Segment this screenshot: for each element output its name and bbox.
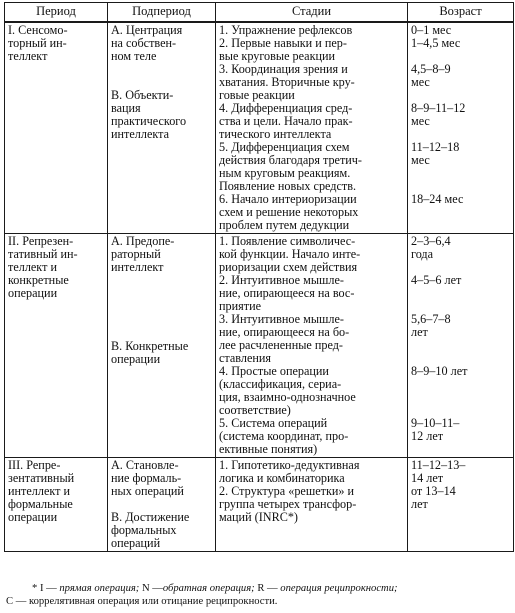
subperiod-line: В. Достижение <box>111 510 190 524</box>
stage-line: кой функции. Начало инте- <box>219 247 361 261</box>
stage-line: хватания. Вторичные кру- <box>219 75 355 89</box>
period-line: III. Репре- <box>8 458 61 472</box>
stages-cell <box>216 234 408 458</box>
subperiod-line: операций <box>111 536 161 550</box>
spacer <box>111 310 212 340</box>
subperiod-a <box>111 235 212 274</box>
subperiod-line: на собствен- <box>111 36 177 50</box>
period-line: конкретные <box>8 273 69 287</box>
age-line: 5,6–7–8 <box>411 312 451 326</box>
stage-line: 3. Координация зрения и <box>219 62 348 76</box>
stage-line: 1. Появление символичес- <box>219 234 356 248</box>
subperiod-line: интеллекта <box>111 127 169 141</box>
age-line: 4–5–6 лет <box>411 273 462 287</box>
header-row <box>5 3 514 23</box>
subperiod-line: интеллект <box>111 260 164 274</box>
age-line: года <box>411 247 434 261</box>
footnote-text: R — <box>257 583 281 594</box>
subperiod-line: операции <box>111 352 161 366</box>
age-line: 2–3–6,4 <box>411 234 451 248</box>
age-line: мес <box>411 75 430 89</box>
stage-line: 2. Первые навыки и пер- <box>219 36 347 50</box>
age-line: 4,5–8–9 <box>411 62 451 76</box>
header-period: Период <box>5 3 108 23</box>
period-cell <box>5 234 108 458</box>
stages-cell <box>216 458 408 552</box>
age-line: лет <box>411 325 428 339</box>
period-cell <box>5 22 108 234</box>
period-cell <box>5 458 108 552</box>
age-cell <box>408 22 514 234</box>
age-line: мес <box>411 153 430 167</box>
subperiod-cell <box>108 234 216 458</box>
spacer <box>411 391 510 404</box>
period-line: операции <box>8 286 58 300</box>
stage-line: говые реакции <box>219 88 295 102</box>
stage-line: (система координат, про- <box>219 429 349 443</box>
stage-line: маций (INRC*) <box>219 510 298 524</box>
header-subperiod: Подпериод <box>108 3 216 23</box>
subperiod-cell <box>108 22 216 234</box>
header-stages: Стадии <box>216 3 408 23</box>
stage-line: ективные понятия) <box>219 442 318 456</box>
period-line: теллект <box>8 49 48 63</box>
stage-line: ным круговым реакциям. <box>219 166 351 180</box>
subperiod-line: В. Конкретные <box>111 339 189 353</box>
age-line: 18–24 мес <box>411 192 464 206</box>
period-line: тативный ин- <box>8 247 78 261</box>
stage-line: 2. Структура «решетки» и <box>219 484 355 498</box>
age-line: от 13–14 <box>411 484 456 498</box>
stage-line: 1. Упражнение рефлексов <box>219 23 353 37</box>
subperiod-line: ние формаль- <box>111 471 182 485</box>
stage-line: схем и решение некоторых <box>219 205 359 219</box>
stage-line: (классификация, сериа- <box>219 377 342 391</box>
footnote-text: N — <box>141 583 163 594</box>
stage-line: логика и комбинаторика <box>219 471 345 485</box>
stages-table <box>4 2 514 552</box>
stage-line: 5. Дифференциация схем <box>219 140 350 154</box>
age-line: 8–9–10 лет <box>411 364 468 378</box>
subperiod-line: практического <box>111 114 187 128</box>
subperiod-line: вация <box>111 101 141 115</box>
subperiod-b <box>111 340 212 366</box>
stage-line: вые круговые реакции <box>219 49 336 63</box>
age-cell <box>408 234 514 458</box>
stages-cell <box>216 22 408 234</box>
footnote-line-1 <box>6 582 511 595</box>
spacer <box>411 167 510 180</box>
stage-line: ства и цели. Начало прак- <box>219 114 353 128</box>
footnote-text: * I — <box>32 583 60 594</box>
stage-line: ция, взаимно-однозначное <box>219 390 356 404</box>
period-line: интеллект и <box>8 484 71 498</box>
age-line: 8–9–11–12 <box>411 101 466 115</box>
stage-line: ставления <box>219 351 272 365</box>
stage-line: тического интеллекта <box>219 127 332 141</box>
age-line: 11–12–18 <box>411 140 460 154</box>
stage-line: 2. Интуитивное мышле- <box>219 273 344 287</box>
subperiod-line: ных операций <box>111 484 184 498</box>
age-line: 9–10–11– <box>411 416 460 430</box>
subperiod-line: формальных <box>111 523 177 537</box>
subperiod-b <box>111 89 212 141</box>
spacer <box>411 287 510 300</box>
period-line: I. Сенсомо- <box>8 23 68 37</box>
age-line: мес <box>411 114 430 128</box>
stage-line: 5. Система операций <box>219 416 328 430</box>
period-line: торный ин- <box>8 36 67 50</box>
age-line: 12 лет <box>411 429 444 443</box>
footnote-text: обратная операция; <box>162 583 258 594</box>
stage-line: соответствие) <box>219 403 291 417</box>
subperiod-line: В. Объекти- <box>111 88 174 102</box>
stage-line: ние, опирающееся на вос- <box>219 286 355 300</box>
footnote-line-2: С — коррелятивная операция или отицание реципрокности. <box>6 596 278 607</box>
subperiod-line: ном теле <box>111 49 157 63</box>
stage-line: 6. Начало интериоризации <box>219 192 357 206</box>
subperiod-line: раторный <box>111 247 161 261</box>
spacer <box>111 274 212 310</box>
footnote-text: прямая операция; <box>59 583 142 594</box>
subperiod-a <box>111 24 212 63</box>
stage-line: риоризации схем действия <box>219 260 358 274</box>
spacer <box>411 339 510 352</box>
age-cell <box>408 458 514 552</box>
period-line: формальные <box>8 497 73 511</box>
stage-line: группа четырех трансфор- <box>219 497 357 511</box>
subperiod-line: А. Предопе- <box>111 234 175 248</box>
stage-line: действия благодаря третич- <box>219 153 362 167</box>
period-line: II. Репрезен- <box>8 234 74 248</box>
stage-line: лее расчлененные пред- <box>219 338 343 352</box>
subperiod-cell <box>108 458 216 552</box>
spacer <box>111 63 212 89</box>
stage-line: 4. Дифференциация сред- <box>219 101 353 115</box>
stage-line: приятие <box>219 299 262 313</box>
spacer <box>411 378 510 391</box>
period-line: теллект и <box>8 260 57 274</box>
stage-line: Появление новых средств. <box>219 179 357 193</box>
period-line: операции <box>8 510 58 524</box>
table-row <box>5 458 514 552</box>
footnote-text: операция реципрокности; <box>280 583 398 594</box>
stage-line: ние, опирающееся на бо- <box>219 325 350 339</box>
footnote <box>6 582 511 608</box>
stage-line: проблем путем дедукции <box>219 218 350 232</box>
subperiod-a <box>111 459 212 498</box>
subperiod-line: А. Центрация <box>111 23 183 37</box>
age-line: лет <box>411 497 428 511</box>
age-line: 1–4,5 мес <box>411 36 461 50</box>
age-line: 11–12–13– <box>411 458 466 472</box>
table-row <box>5 22 514 234</box>
table-row <box>5 234 514 458</box>
age-line: 0–1 мес <box>411 23 452 37</box>
subperiod-b <box>111 511 212 550</box>
period-line: зентативный <box>8 471 75 485</box>
stage-line: 3. Интуитивное мышле- <box>219 312 344 326</box>
header-age: Возраст <box>408 3 514 23</box>
stage-line: 1. Гипотетико-дедуктивная <box>219 458 360 472</box>
age-line: 14 лет <box>411 471 444 485</box>
stage-line: 4. Простые операции <box>219 364 329 378</box>
subperiod-line: А. Становле- <box>111 458 179 472</box>
